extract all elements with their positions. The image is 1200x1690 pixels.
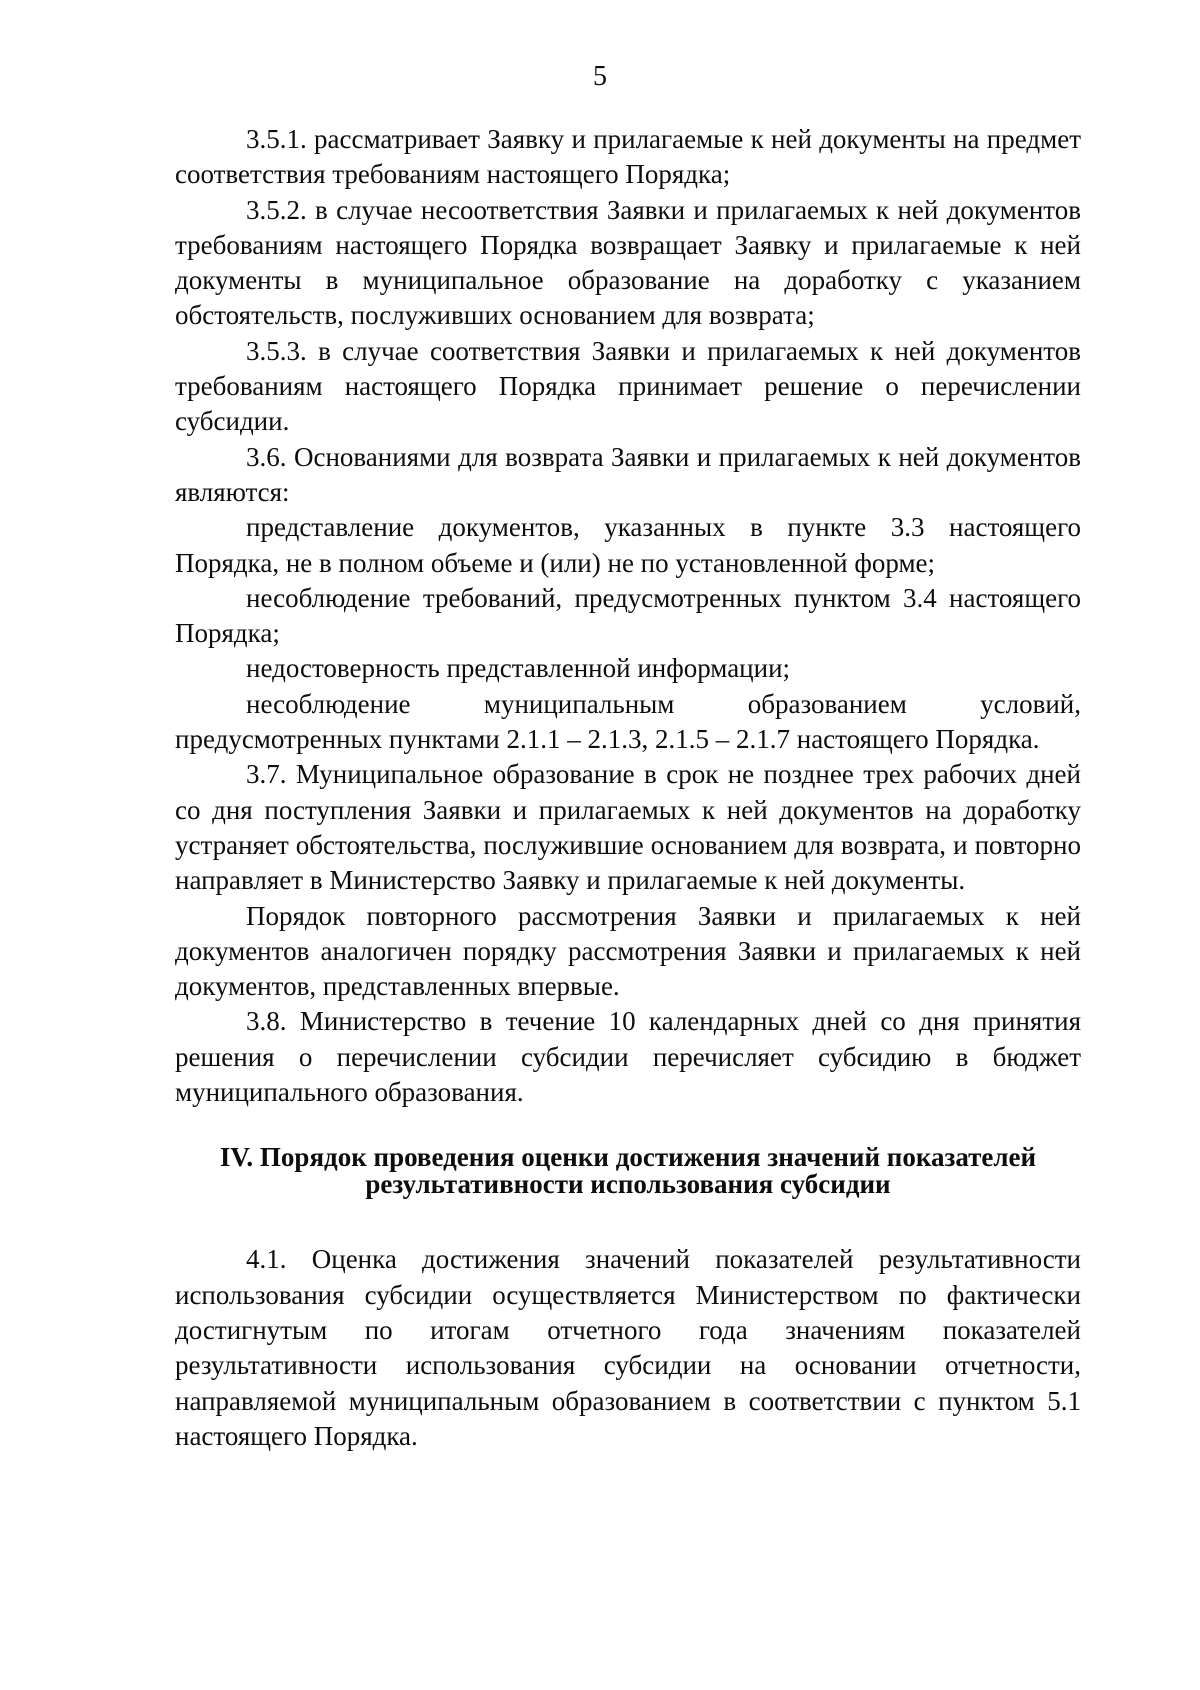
section-iv-heading-line-1: IV. Порядок проведения оценки достижения значений показателей <box>219 1142 1037 1173</box>
paragraph-return-reason-2: несоблюдение требований, предусмотренных пунктом 3.4 настоящего Порядка; <box>175 582 1081 649</box>
paragraph-resubmission-order: Порядок повторного рассмотрения Заявки и прилагаемых к ней документов аналогичен порядку рассмотрения Заявки и прилагаемых к ней документов, представленных впервые. <box>175 900 1081 1002</box>
page-number: 5 <box>593 61 607 92</box>
paragraph-return-reason-3: недостоверность представленной информации; <box>246 653 791 684</box>
paragraph-3-6: 3.6. Основаниями для возврата Заявки и прилагаемых к ней документов являются: <box>175 441 1081 507</box>
paragraph-return-reason-4: несоблюдение муниципальным образованием условий, предусмотренных пунктами 2.1.1 – 2.1.3, 2.1.5 – 2.1.7 настоящего Порядка. <box>175 688 1081 755</box>
section-iv-heading <box>175 1144 1081 1198</box>
paragraph-3-5-3: 3.5.3. в случае соответствия Заявки и прилагаемых к ней документов требованиям настоящего Порядка принимает решение о перечислении субсидии. <box>175 335 1081 437</box>
paragraph-3-5-2: 3.5.2. в случае несоответствия Заявки и прилагаемых к ней документов требованиям настоящего Порядка возвращает Заявку и прилагаемые к ней документы в муниципальное образование на доработку с указанием обстоятельств, послуживших основанием для возврата; <box>175 194 1081 331</box>
paragraph-3-7: 3.7. Муниципальное образование в срок не позднее трех рабочих дней со дня поступления Заявки и прилагаемых к ней документов на доработку устраняет обстоятельства, послужившие основанием для возврата, и повторно направляет в Министерство Заявку и прилагаемые к ней документы. <box>175 759 1081 896</box>
paragraph-return-reason-1: представление документов, указанных в пункте 3.3 настоящего Порядка, не в полном объеме и (или) не по установленной форме; <box>175 512 1081 578</box>
document-body <box>175 122 1081 1454</box>
paragraph-3-8: 3.8. Министерство в течение 10 календарных дней со дня принятия решения о перечислении субсидии перечисляет субсидию в бюджет муниципального образования. <box>175 1006 1081 1108</box>
paragraph-3-5-1: 3.5.1. рассматривает Заявку и прилагаемые к ней документы на предмет соответствия требованиям настоящего Порядка; <box>175 124 1081 190</box>
section-iv-heading-line-2: результативности использования субсидии <box>365 1169 891 1200</box>
paragraph-4-1: 4.1. Оценка достижения значений показателей результативности использования субсидии осуществляется Министерством по фактически достигнутым по итогам отчетного года значениям показателей результативности использования субсидии на основании отчетности, направляемой муниципальным образованием в соответствии с пунктом 5.1 настоящего Порядка. <box>175 1244 1081 1451</box>
